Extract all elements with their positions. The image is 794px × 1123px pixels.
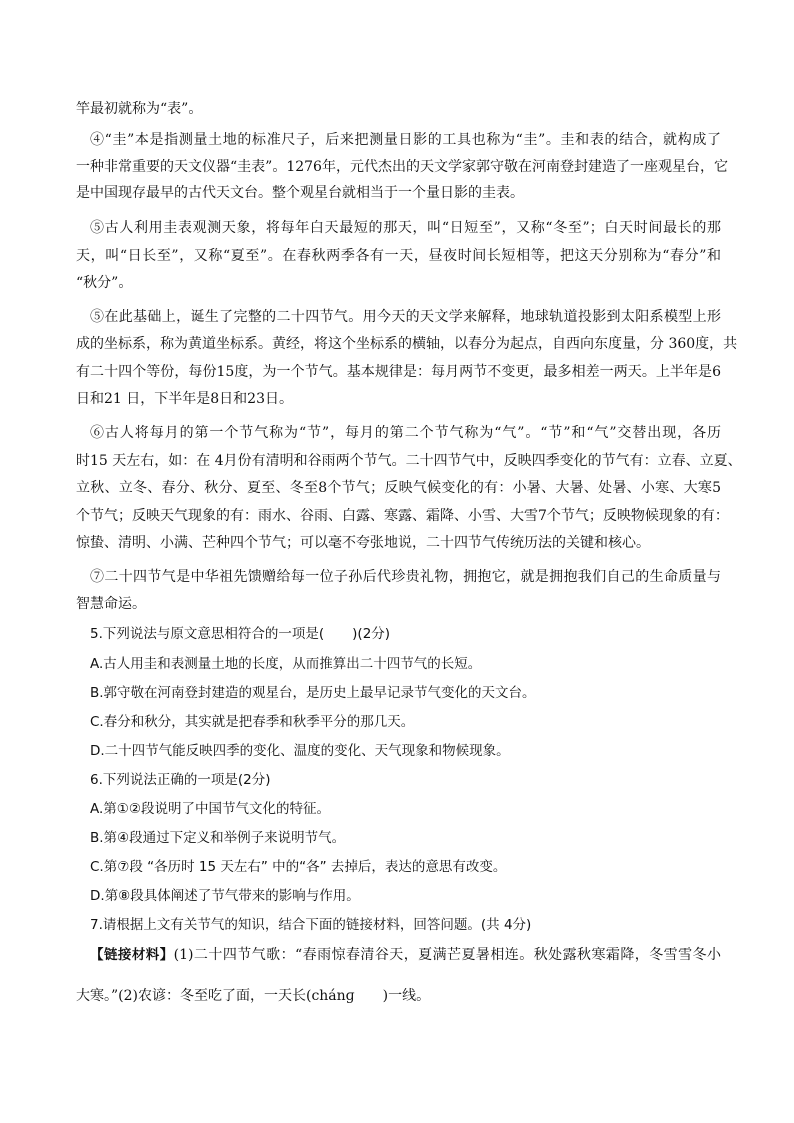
link-material-tag: 【链接材料】 [90,947,174,963]
question-5-option-a: A.古人用圭和表测量土地的长度，从而推算出二十四节气的长短。 [90,656,482,672]
passage-line: ⑤古人利用圭表观测天象，将每年白天最短的那天，叫“日短至”，又称“冬至”；白天时间最长的那 [90,220,721,236]
question-7-stem: 7.请根据上文有关节气的知识，结合下面的链接材料，回答问题。(共 4分) [90,917,532,933]
link-material-text: 大寒。”(2)农谚：冬至吃了面，一天长(chánɡ [76,988,355,1004]
question-5-option-c: C.春分和秋分，其实就是把春季和秋季平分的那几天。 [90,714,415,730]
question-6-option-d: D.第⑧段具体阐述了节气带来的影响与作用。 [90,888,360,904]
passage-line: 有二十四个等份，每份15度，为一个节气。基本规律是：每月两节不变更，最多相差一两天。上半年是6 [76,364,721,380]
question-5-stem-text: 5.下列说法与原文意思相符合的一项是( [90,626,325,642]
passage-line: 竿最初就称为“表”。 [76,101,203,117]
passage-line: ⑤在此基础上，诞生了完整的二十四节气。用今天的天文学来解释，地球轨道投影到太阳系模型上形 [90,309,721,325]
passage-line: 时15 天左右，如：在 4月份有清明和谷雨两个节气。二十四节气中，反映四季变化的节气有：立春、立夏、 [76,453,742,469]
question-6-stem: 6.下列说法正确的一项是(2分) [90,772,271,788]
passage-line: “秋分”。 [76,275,133,291]
passage-line: 是中国现存最早的古代天文台。整个观星台就相当于一个量日影的圭表。 [76,185,524,201]
passage-line: 惊蛰、清明、小满、芒种四个节气；可以毫不夸张地说，二十四节气传统历法的关键和核心。 [76,535,650,551]
question-6-option-a: A.第①②段说明了中国节气文化的特征。 [90,801,330,817]
question-5-score: )(2分) [352,626,391,642]
link-material-line [90,945,721,965]
question-5-option-b: B.郭守敬在河南登封建造的观星台，是历史上最早记录节气变化的天文台。 [90,685,536,701]
passage-line: 成的坐标系，称为黄道坐标系。黄经，将这个坐标系的横轴，以春分为起点，自西向东度量，分 360度，共 [76,336,738,352]
passage-line: 一种非常重要的天文仪器“圭表”。1276年，元代杰出的天文学家郭守敬在河南登封建造了一座观星台，它 [76,159,728,175]
passage-line: 智慧命运。 [76,596,146,612]
passage-line: ⑦二十四节气是中华祖先馈赠给每一位子孙后代珍贵礼物，拥抱它，就是拥抱我们自己的生命质量与 [90,569,721,585]
link-material-text: )一线。 [382,988,431,1004]
question-6-option-c: C.第⑦段 “各历时 15 天左右” 中的“各” 去掉后，表达的意思有改变。 [90,859,507,875]
passage-line: 日和21 日，下半年是8日和23日。 [76,391,293,407]
passage-line: 个节气；反映天气现象的有：雨水、谷雨、白露、寒露、霜降、小雪、大雪7个节气；反映物候现象的有： [76,508,729,524]
passage-line: ⑥古人将每月的第一个节气称为“节”，每月的第二个节气称为“气”。“节”和“气”交替出现，各历 [90,425,721,441]
question-5-stem [90,624,721,644]
question-6-option-b: B.第④段通过下定义和举例子来说明节气。 [90,830,346,846]
passage-line: 立秋、立冬、春分、秋分、夏至、冬至8个节气；反映气候变化的有：小暑、大暑、处暑、小寒、大寒5 [76,480,721,496]
link-material-line [76,986,721,1006]
passage-line: ④“圭”本是指测量土地的标准尺子，后来把测量日影的工具也称为“圭”。圭和表的结合，就构成了 [90,132,721,148]
question-5-option-d: D.二十四节气能反映四季的变化、温度的变化、天气现象和物候现象。 [90,743,510,759]
passage-line: 天，叫“日长至”，又称“夏至”。在春秋两季各有一天，昼夜时间长短相等，把这天分别称为“春分”和 [76,248,721,264]
link-material-text: (1)二十四节气歌：“春雨惊春清谷天，夏满芒夏暑相连。秋处露秋寒霜降，冬雪雪冬小 [173,947,721,963]
